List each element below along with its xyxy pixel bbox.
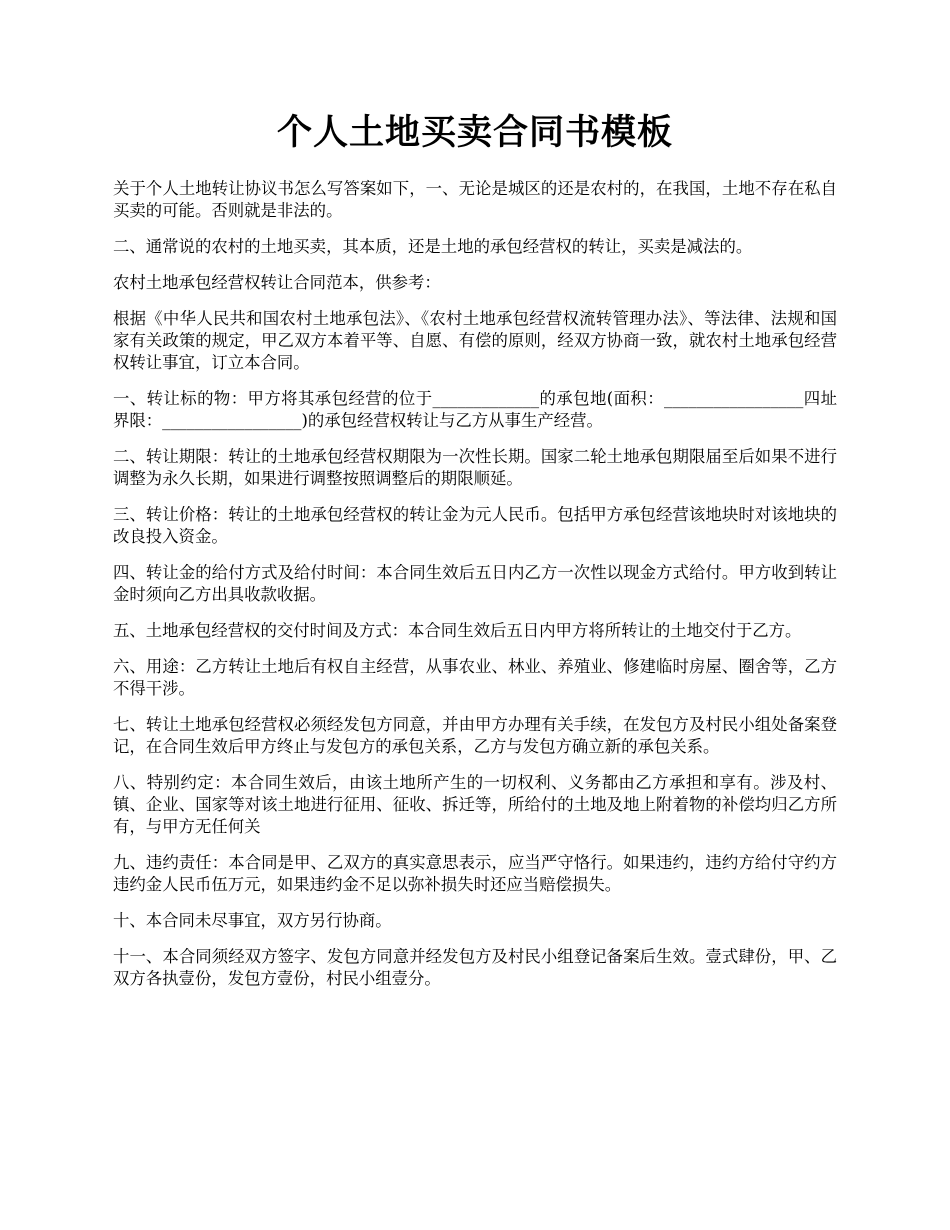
- clause-breach-liability: 九、违约责任：本合同是甲、乙双方的真实意思表示，应当严守恪行。如果违约，违约方给付守约方违约金人民币伍万元，如果违约金不足以弥补损失时还应当赔偿损失。: [113, 853, 837, 894]
- clause-approval: 七、转让土地承包经营权必须经发包方同意，并由甲方办理有关手续，在发包方及村民小组处备案登记，在合同生效后甲方终止与发包方的承包关系，乙方与发包方确立新的承包关系。: [113, 715, 837, 756]
- document-body: [113, 178, 837, 990]
- clause-transfer-period: 二、转让期限：转让的土地承包经营权期限为一次性长期。国家二轮土地承包期限届至后如果不进行调整为永久长期，如果进行调整按照调整后的期限顺延。: [113, 447, 837, 488]
- clause-usage: 六、用途：乙方转让土地后有权自主经营，从事农业、林业、养殖业、修建临时房屋、圈舍等，乙方不得干涉。: [113, 657, 837, 698]
- document-title: 个人土地买卖合同书模板: [276, 112, 673, 153]
- clause-special-agreement: 八、特别约定：本合同生效后，由该土地所产生的一切权利、义务都由乙方承担和享有。涉及村、镇、企业、国家等对该土地进行征用、征收、拆迁等，所给付的土地及地上附着物的补偿均归乙方所有，与甲方无任何关: [113, 773, 837, 836]
- document-page: [113, 0, 837, 1004]
- paragraph-land-transfer-nature: 二、通常说的农村的土地买卖，其本质，还是土地的承包经营权的转让，买卖是减法的。: [113, 237, 753, 256]
- clause-effectiveness: 十一、本合同须经双方签字、发包方同意并经发包方及村民小组登记备案后生效。壹式肆份，甲、乙双方各执壹份，发包方壹份，村民小组壹分。: [113, 947, 837, 988]
- clause-unresolved-matters: 十、本合同未尽事宜，双方另行协商。: [113, 911, 392, 930]
- paragraph-template-heading: 农村土地承包经营权转让合同范本，供参考：: [113, 273, 441, 292]
- clause-payment-method: 四、转让金的给付方式及给付时间：本合同生效后五日内乙方一次性以现金方式给付。甲方收到转让金时须向乙方出具收款收据。: [113, 563, 837, 604]
- clause-delivery: 五、土地承包经营权的交付时间及方式：本合同生效后五日内甲方将所转让的土地交付于乙方。: [113, 621, 802, 640]
- clause-transfer-price: 三、转让价格：转让的土地承包经营权的转让金为元人民币。包括甲方承包经营该地块时对该地块的改良投入资金。: [113, 505, 837, 546]
- clause-subject-matter: 一、转让标的物：甲方将其承包经营的位于_____________的承包地(面积：_________________四址界限：_________________)的承包经营权转让与乙方从事生产经营。: [113, 389, 837, 430]
- paragraph-legal-basis: 根据《中华人民共和国农村土地承包法》、《农村土地承包经营权流转管理办法》、等法律、法规和国家有关政策的规定，甲乙双方本着平等、自愿、有偿的原则，经双方协商一致，就农村土地承包经营权转让事宜，订立本合同。: [113, 309, 837, 372]
- paragraph-intro: 关于个人土地转让协议书怎么写答案如下，一、无论是城区的还是农村的，在我国，土地不存在私自买卖的可能。否则就是非法的。: [113, 179, 837, 220]
